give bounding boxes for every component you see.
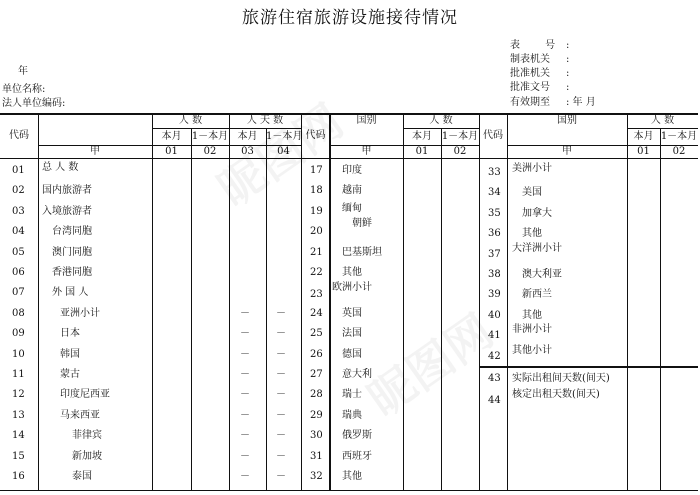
- column-number: 02: [672, 146, 686, 157]
- meta-label: 有效期至: [510, 97, 550, 108]
- dash: －: [240, 369, 250, 380]
- row-label: 韩国: [60, 348, 80, 360]
- row-label: 马来西亚: [60, 409, 100, 421]
- row-label: 美国: [522, 187, 542, 199]
- row-code: 42: [488, 350, 501, 362]
- column-line: [627, 113, 628, 490]
- row-label: 越南: [342, 185, 362, 197]
- column-line: [479, 113, 480, 490]
- row-code: 32: [310, 471, 323, 482]
- row-label: 外 国 人: [52, 287, 89, 299]
- row-code: 24: [310, 307, 323, 319]
- rule-line: [627, 128, 698, 129]
- dash: －: [276, 369, 286, 380]
- meta-label: 批准机关: [510, 68, 550, 79]
- row-code: 07: [12, 287, 25, 299]
- column-line: [229, 113, 230, 490]
- column-line: [191, 128, 192, 490]
- legal-code-label: 法人单位编码:: [2, 98, 66, 109]
- row-label: 法国: [342, 328, 362, 340]
- row-code: 43: [488, 373, 501, 384]
- row-code: 44: [488, 395, 501, 406]
- row-code: 09: [12, 328, 25, 340]
- row-code: 20: [310, 226, 323, 238]
- dash: －: [240, 450, 250, 462]
- meta-value: :: [566, 40, 570, 51]
- row-label: 香港同胞: [52, 267, 92, 278]
- row-code: 15: [12, 450, 25, 462]
- column-number: 03: [241, 146, 254, 157]
- row-code: 25: [310, 328, 323, 340]
- row-code: 34: [488, 187, 501, 199]
- row-label: 新西兰: [522, 289, 552, 301]
- row-code: 39: [488, 289, 501, 301]
- row-code: 02: [12, 185, 25, 197]
- row-label: 瑞士: [342, 389, 362, 401]
- code-header: 代码: [9, 130, 29, 141]
- meta-label: 表 号: [510, 40, 567, 51]
- dash: －: [240, 307, 250, 319]
- column-number: 04: [277, 146, 290, 157]
- dash: －: [276, 307, 286, 319]
- table-bottom-rule: [0, 490, 698, 491]
- row-label: 其他: [522, 228, 542, 240]
- row-code: 27: [310, 369, 323, 380]
- column-line: [403, 113, 404, 490]
- column-line: [330, 113, 331, 490]
- column-line: [152, 113, 153, 490]
- row-code: 30: [310, 430, 323, 442]
- dash: －: [276, 389, 286, 401]
- row-label: 其他: [342, 471, 362, 482]
- row-label: 国内旅游者: [42, 185, 92, 197]
- page-title: 旅游住宿旅游设施接待情况: [242, 8, 458, 28]
- column-number: 01: [165, 146, 178, 157]
- row-code: 26: [310, 348, 323, 360]
- person-days-header: 人 天 数: [246, 115, 284, 126]
- dash: －: [240, 328, 250, 340]
- row-code: 11: [12, 369, 25, 380]
- people-header: 人 数: [429, 115, 453, 126]
- column-line: [441, 128, 442, 490]
- dash: －: [240, 409, 250, 421]
- row-label: 巴基斯坦: [342, 246, 382, 258]
- jia-header: 甲: [361, 146, 372, 157]
- row-code: 06: [12, 267, 25, 278]
- row-code: 36: [488, 228, 501, 240]
- jia-header: 甲: [562, 146, 572, 157]
- column-line: [329, 113, 330, 490]
- row-label: 俄罗斯: [342, 430, 372, 442]
- cumulative-header: 1－本月: [191, 131, 229, 142]
- column-line: [507, 113, 508, 490]
- meta-label: 制表机关: [510, 54, 550, 65]
- dash: －: [276, 409, 286, 421]
- people-header: 人 数: [650, 115, 675, 126]
- row-label: 泰国: [72, 471, 92, 482]
- row-label: 澳大利亚: [522, 269, 562, 280]
- row-label: 印度: [342, 165, 362, 176]
- column-number: 01: [637, 146, 650, 157]
- row-code: 14: [12, 430, 25, 442]
- meta-label: 批准文号: [510, 82, 550, 93]
- country-header: 国别: [356, 115, 377, 126]
- row-code: 33: [488, 167, 501, 178]
- row-code: 35: [488, 207, 501, 219]
- rule-line: [152, 128, 301, 129]
- row-label: 总 人 数: [42, 162, 79, 173]
- column-line: [301, 113, 302, 490]
- row-code: 40: [488, 309, 501, 321]
- row-label: 菲律宾: [72, 430, 102, 442]
- row-code: 28: [310, 389, 323, 401]
- row-code: 01: [12, 165, 25, 176]
- column-line: [660, 128, 661, 490]
- dash: －: [276, 430, 286, 442]
- meta-value: :: [566, 54, 570, 65]
- row-label: 日本: [60, 328, 80, 340]
- row-label: 英国: [342, 307, 362, 319]
- row-label: 德国: [342, 348, 362, 360]
- code-header: 代码: [305, 130, 326, 141]
- row-label: 意大利: [342, 369, 372, 380]
- row-label: 其他: [342, 267, 362, 278]
- row-label: 欧洲小计: [332, 282, 372, 294]
- row-label: 大洋洲小计: [512, 242, 562, 254]
- row-label: 美洲小计: [512, 163, 552, 174]
- dash: －: [276, 450, 286, 462]
- cumulative-header: 1－本月: [441, 131, 479, 142]
- column-number: 01: [415, 146, 429, 157]
- row-label: 其他小计: [512, 344, 552, 356]
- month-header: 本月: [161, 131, 182, 142]
- unit-name-label: 单位名称:: [2, 84, 46, 95]
- row-label: 非洲小计: [512, 324, 552, 336]
- row-label: 缅甸: [342, 202, 362, 214]
- row-code: 23: [310, 289, 323, 301]
- row-code: 22: [310, 267, 323, 278]
- row-label: 朝鲜: [352, 218, 372, 230]
- dash: －: [276, 328, 286, 340]
- row-label: 印度尼西亚: [60, 389, 110, 401]
- row-code: 18: [310, 185, 323, 197]
- row-label: 瑞典: [342, 409, 362, 421]
- row-label: 加拿大: [522, 207, 552, 219]
- row-label: 亚洲小计: [60, 307, 100, 319]
- month-header: 本月: [633, 131, 654, 142]
- row-code: 29: [310, 409, 323, 421]
- row-code: 03: [12, 205, 25, 217]
- column-number: 02: [453, 146, 467, 157]
- column-line: [266, 128, 267, 490]
- column-number: 02: [203, 146, 217, 157]
- row-code: 41: [488, 330, 501, 342]
- row-code: 08: [12, 307, 25, 319]
- meta-value: :: [566, 82, 570, 93]
- row-label: 新加坡: [72, 450, 102, 462]
- dash: －: [240, 389, 250, 401]
- row-code: 05: [12, 246, 25, 258]
- month-header: 本月: [412, 131, 432, 142]
- meta-value: :: [566, 68, 570, 79]
- dash: －: [276, 471, 286, 482]
- row-code: 10: [12, 348, 25, 360]
- dash: －: [240, 471, 250, 482]
- meta-value: : 年 月: [566, 97, 596, 108]
- row-label: 西班牙: [342, 450, 372, 462]
- row-label: 核定出租天数(间天): [512, 389, 600, 400]
- row-code: 04: [12, 226, 25, 238]
- row-code: 37: [488, 248, 501, 260]
- code-header: 代码: [483, 130, 503, 141]
- row-code: 16: [12, 471, 25, 482]
- row-code: 31: [310, 450, 323, 462]
- year-label: 年: [18, 66, 28, 77]
- row-code: 21: [310, 246, 323, 258]
- dash: －: [240, 430, 250, 442]
- month-header: 本月: [237, 131, 258, 142]
- row-label: 台湾同胞: [52, 226, 92, 238]
- row-code: 38: [488, 269, 501, 280]
- row-code: 13: [12, 409, 25, 421]
- row-code: 12: [12, 389, 25, 401]
- row-label: 其他: [522, 309, 542, 321]
- cumulative-header: 1－本月: [266, 131, 303, 142]
- row-label: 澳门同胞: [52, 246, 92, 258]
- section-rule: [479, 366, 698, 368]
- row-label: 蒙古: [60, 369, 80, 380]
- country-header: 国别: [557, 115, 577, 126]
- dash: －: [276, 348, 286, 360]
- row-code: 19: [310, 205, 323, 217]
- row-code: 17: [310, 165, 323, 176]
- people-header: 人 数: [178, 115, 203, 126]
- row-label: 实际出租间天数(间天): [512, 373, 610, 384]
- jia-header: 甲: [90, 146, 100, 157]
- column-line: [38, 113, 39, 490]
- cumulative-header: 1－本月: [660, 131, 698, 142]
- dash: －: [240, 348, 250, 360]
- row-label: 入境旅游者: [42, 205, 92, 217]
